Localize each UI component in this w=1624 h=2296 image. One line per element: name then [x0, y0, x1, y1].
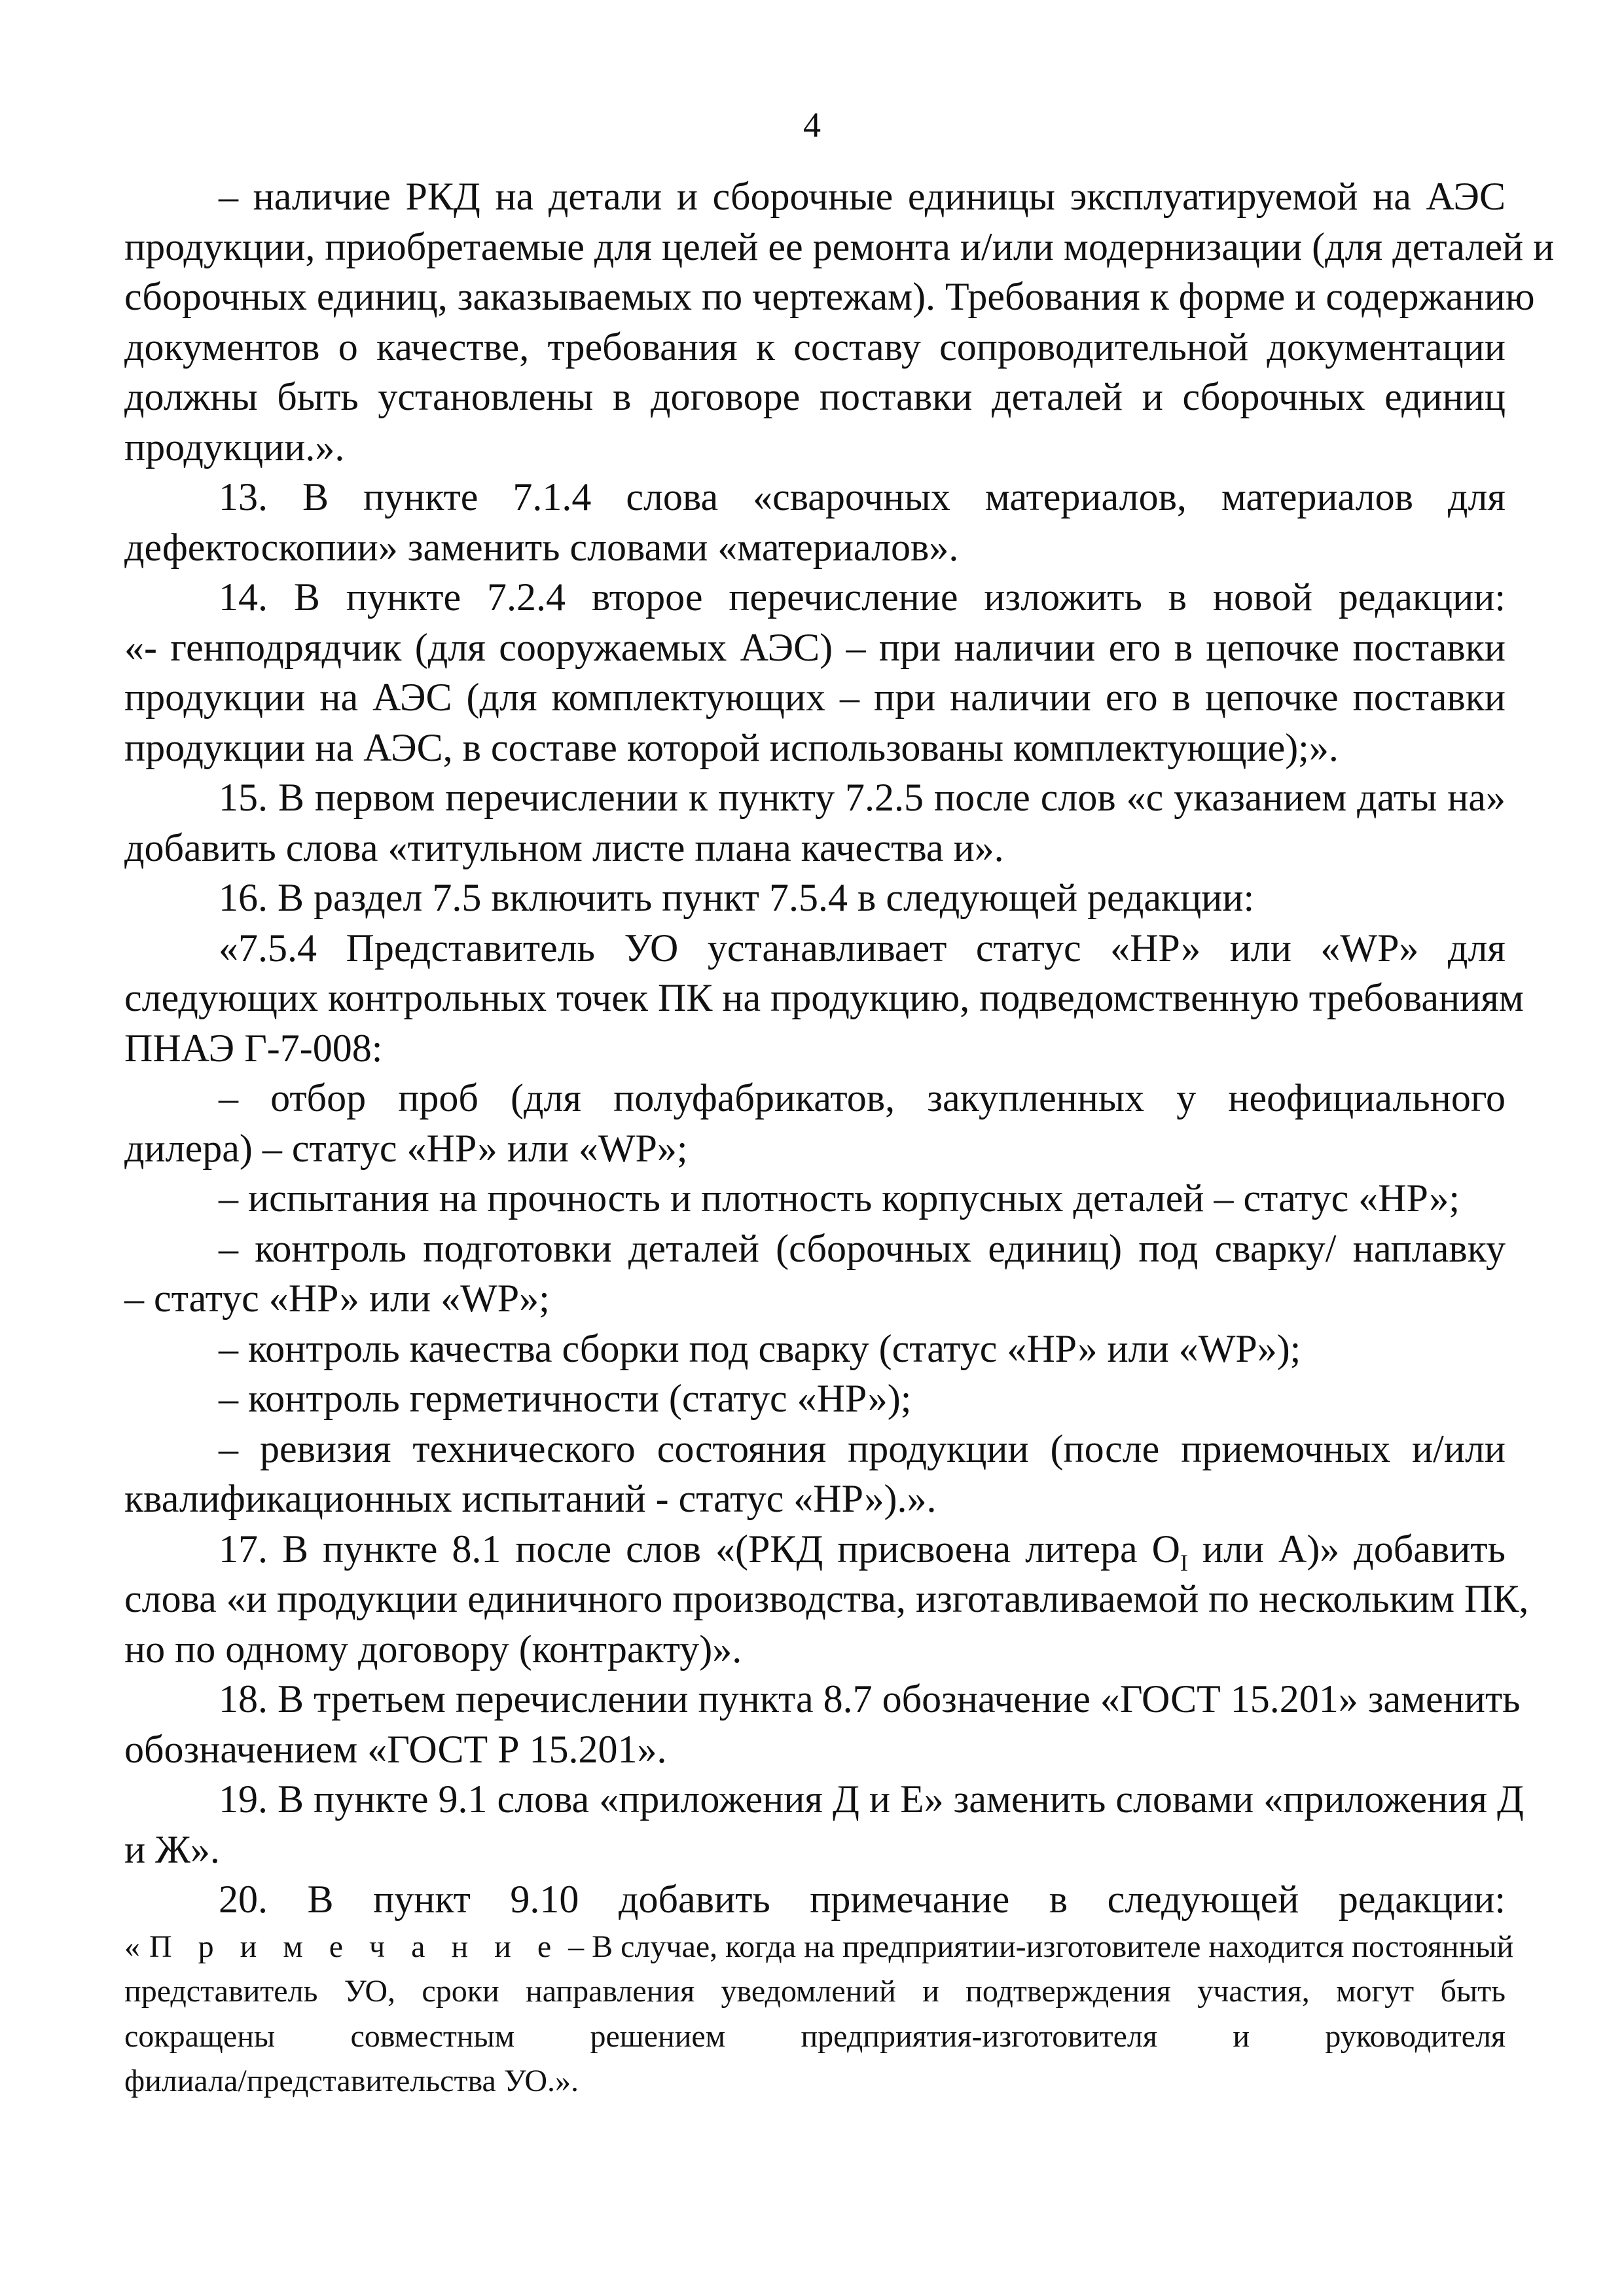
text-line: должны быть установлены в договоре поставки деталей и сборочных единиц	[124, 375, 1506, 418]
text-line: «- генподрядчик (для сооружаемых АЭС) – при наличии его в цепочке поставки	[124, 625, 1506, 669]
note-line: сокращены совместным решением предприятия-изготовителя и руководителя	[124, 2018, 1506, 2054]
text-line: сборочных единиц, заказываемых по чертежам). Требования к форме и содержанию	[124, 275, 1535, 318]
note-label: «П р и м е ч а н и е	[124, 1929, 561, 1964]
list-item-line: – контроль качества сборки под сварку (статус «НР» или «WP»);	[219, 1326, 1301, 1370]
text-line: квалификационных испытаний - статус «НР»).».	[124, 1477, 937, 1520]
item-17-line	[124, 1524, 1506, 1575]
text-line: следующих контрольных точек ПК на продукцию, подведомственную требованиям	[124, 976, 1524, 1019]
text-line: обозначением «ГОСТ Р 15.201».	[124, 1727, 667, 1771]
text-line: продукции, приобретаемые для целей ее ремонта и/или модернизации (для деталей и	[124, 225, 1555, 268]
list-item-line: – испытания на прочность и плотность корпусных деталей – статус «НР»;	[219, 1176, 1460, 1220]
item-19-line: 19. В пункте 9.1 слова «приложения Д и Е» заменить словами «приложения Д	[219, 1777, 1524, 1821]
text-line: продукции.».	[124, 425, 345, 469]
item-20-line: 20. В пункт 9.10 добавить примечание в следующей редакции:	[219, 1878, 1506, 1921]
list-item-line: – контроль герметичности (статус «НР»);	[219, 1377, 912, 1420]
item-14-line: 14. В пункте 7.2.4 второе перечисление изложить в новой редакции:	[219, 575, 1506, 619]
text-line: – наличие РКД на детали и сборочные единицы эксплуатируемой на АЭС	[219, 175, 1506, 218]
note-line: филиала/представительства УО.».	[124, 2064, 579, 2098]
text-line: дефектоскопии» заменить словами «материалов».	[124, 525, 959, 569]
text-line: добавить слова «титульном листе плана качества и».	[124, 826, 1004, 869]
item-15-line: 15. В первом перечислении к пункту 7.2.5 после слов «с указанием даты на»	[219, 776, 1506, 819]
item-13-line: 13. В пункте 7.1.4 слова «сварочных материалов, материалов для	[219, 475, 1506, 519]
item-18-line: 18. В третьем перечислении пункта 8.7 обозначение «ГОСТ 15.201» заменить	[219, 1677, 1521, 1721]
note-text: – В случае, когда на предприятии-изготовителе находится постоянный	[560, 1929, 1514, 1964]
text-line: дилера) – статус «НР» или «WP»;	[124, 1126, 688, 1170]
list-item-line: – контроль подготовки деталей (сборочных единиц) под сварку/ наплавку	[219, 1226, 1506, 1270]
list-item-line: – ревизия технического состояния продукции (после приемочных и/или	[219, 1427, 1506, 1470]
text-line: – статус «НР» или «WP»;	[124, 1277, 550, 1320]
note-line	[124, 1925, 1514, 1970]
text-line: продукции на АЭС, в составе которой использованы комплектующие);».	[124, 725, 1339, 769]
note-block	[124, 1925, 1514, 2104]
text-line: ПНАЭ Г-7-008:	[124, 1026, 383, 1070]
text-line: продукции на АЭС (для комплектующих – при наличии его в цепочке поставки	[124, 676, 1506, 719]
note-line: представитель УО, сроки направления уведомлений и подтверждения участия, могут быть	[124, 1974, 1506, 2009]
text-line: слова «и продукции единичного производства, изготавливаемой по нескольким ПК,	[124, 1577, 1529, 1620]
text-line: но по одному договору (контракту)».	[124, 1627, 742, 1671]
subscript-text: I	[1180, 1549, 1188, 1576]
text-line: и Ж».	[124, 1827, 220, 1871]
item-17-tail: или А)» добавить	[1187, 1527, 1506, 1571]
text-line: документов о качестве, требования к составу сопроводительной документации	[124, 325, 1506, 369]
item-17-text: 17. В пункте 8.1 после слов «(РКД присвоена литера О	[219, 1527, 1180, 1571]
list-item-line: – отбор проб (для полуфабрикатов, закупленных у неофициального	[219, 1076, 1506, 1120]
item-16-line: 16. В раздел 7.5 включить пункт 7.5.4 в следующей редакции:	[219, 876, 1255, 919]
document-body	[124, 172, 1555, 2104]
page-number: 4	[803, 105, 821, 145]
text-line: «7.5.4 Представитель УО устанавливает статус «НР» или «WP» для	[219, 926, 1506, 970]
